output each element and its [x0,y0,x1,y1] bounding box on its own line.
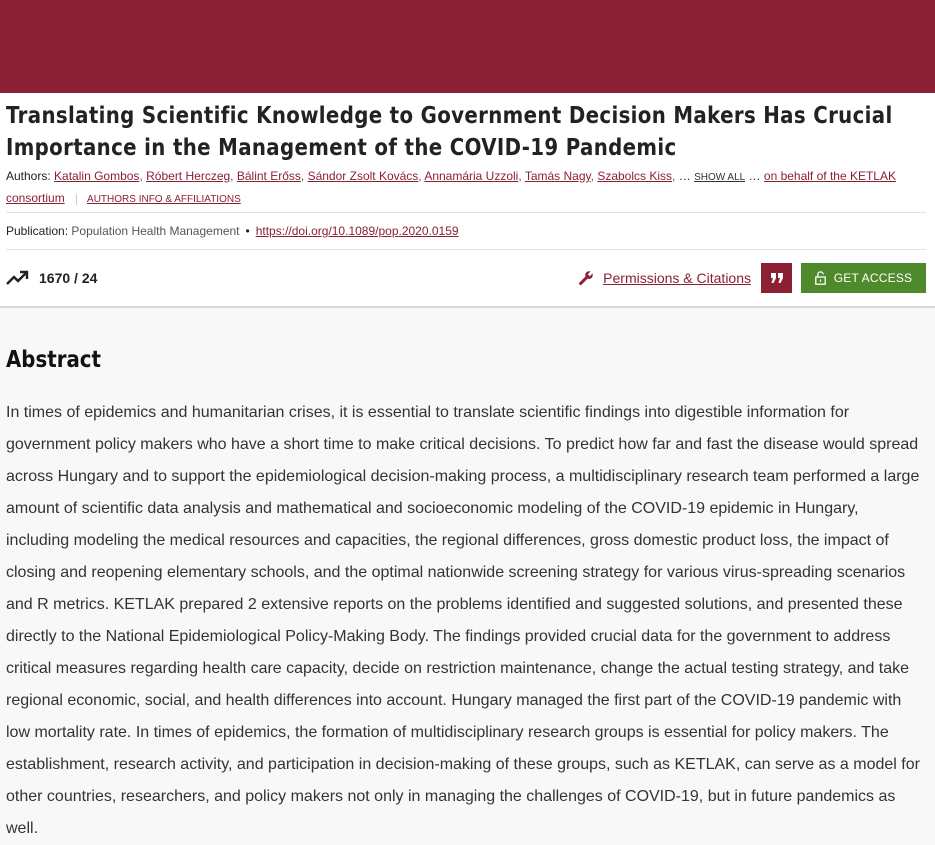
author-link[interactable]: Sándor Zsolt Kovács [307,169,419,183]
permissions-label: Permissions & Citations [603,270,751,286]
metrics-action-bar [6,250,926,306]
permissions-citations-link[interactable] [578,270,751,286]
abstract-section [0,308,935,845]
trending-up-icon [6,270,30,286]
bullet-separator: • [245,224,250,238]
abstract-body: In times of epidemics and humanitarian crises, it is essential to translate scientific findings into digestible information for government policy makers who have a short time to make critical decisions. To predict how far and fast the disease would spread across Hungary and to support the epidemiological decision-making process, a multidisciplinary research team performed a large amount of scientific data analysis and mathematical and socioeconomic modeling of the COVID-19 epidemic in Hungary, including modeling the medical resources and capacities, the regional differences, gross domestic product loss, the impact of closing and reopening elementary schools, and the optimal nationwide screening strategy for various virus-spreading scenarios and R metrics. KETLAK prepared 2 extensive reports on the problems identified and suggested solutions, and presented these directly to the National Epidemiological Policy-Making Body. The findings provided crucial data for the government to address critical measures regarding health care capacity, decide on restriction maintenance, change the actual testing strategy, and take regional economic, social, and health differences into account. Hungary managed the first part of the COVID-19 pandemic with low mortality rate. In times of epidemics, the formation of multidisciplinary research groups is essential for policy makers. The establishment, research activity, and participation in decision-making of these groups, such as KETLAK, can serve as a model for other countries, researchers, and policy makers not only in managing the challenges of COVID-19, but in future pandemics as well. [6,404,920,837]
unlock-icon [815,271,826,285]
get-access-label: GET ACCESS [833,271,913,285]
get-access-button[interactable] [801,263,926,293]
publication-label: Publication [6,224,65,238]
authors-label: Authors: [6,169,51,183]
authors-ellipsis: … [678,169,691,183]
show-all-authors-link[interactable]: SHOW ALL [694,172,746,183]
author-link[interactable]: Annamária Uzzoli [424,169,519,183]
author-link[interactable]: Tamás Nagy [524,169,591,183]
author-link[interactable]: Katalin Gombos [54,169,140,183]
doi-link[interactable]: https://doi.org/10.1089/pop.2020.0159 [255,224,459,238]
metrics[interactable] [6,270,97,286]
article-header [0,93,935,306]
authors-ellipsis: … [748,169,761,183]
author-link[interactable]: Róbert Herczeg [146,169,231,183]
quote-icon [770,272,784,284]
wrench-icon [578,270,594,286]
consortium-link[interactable]: on behalf of the KETLAK consortium [6,169,896,205]
top-banner [0,0,935,93]
abstract-heading: Abstract [6,347,101,373]
publication-line: Publication: Population Health Management • https://doi.org/10.1089/pop.2020.0159 [6,224,459,238]
article-actions [578,263,926,293]
author-link[interactable]: Szabolcs Kiss [597,169,673,183]
article-title: Translating Scientific Knowledge to Government Decision Makers Has Crucial Importance in the Management of the COVID-19 Pandemic [6,103,893,161]
author-link[interactable]: Bálint Erőss [236,169,301,183]
authors-line: Authors: Katalin Gombos, Róbert Herczeg, Bálint Erőss, Sándor Zsolt Kovács, Annamária Uzzoli, Tamás Nagy, Szabolcs Kiss, … SHOW ALL … on behalf of the KETLAK consortium AUTHORS INFO & AFFILIATIONS [6,169,896,205]
authors-info-link[interactable]: AUTHORS INFO & AFFILIATIONS [76,194,241,205]
metrics-count: 1670 / 24 [39,270,98,286]
cite-button[interactable] [761,263,792,293]
journal-name: Population Health Management [71,224,240,238]
